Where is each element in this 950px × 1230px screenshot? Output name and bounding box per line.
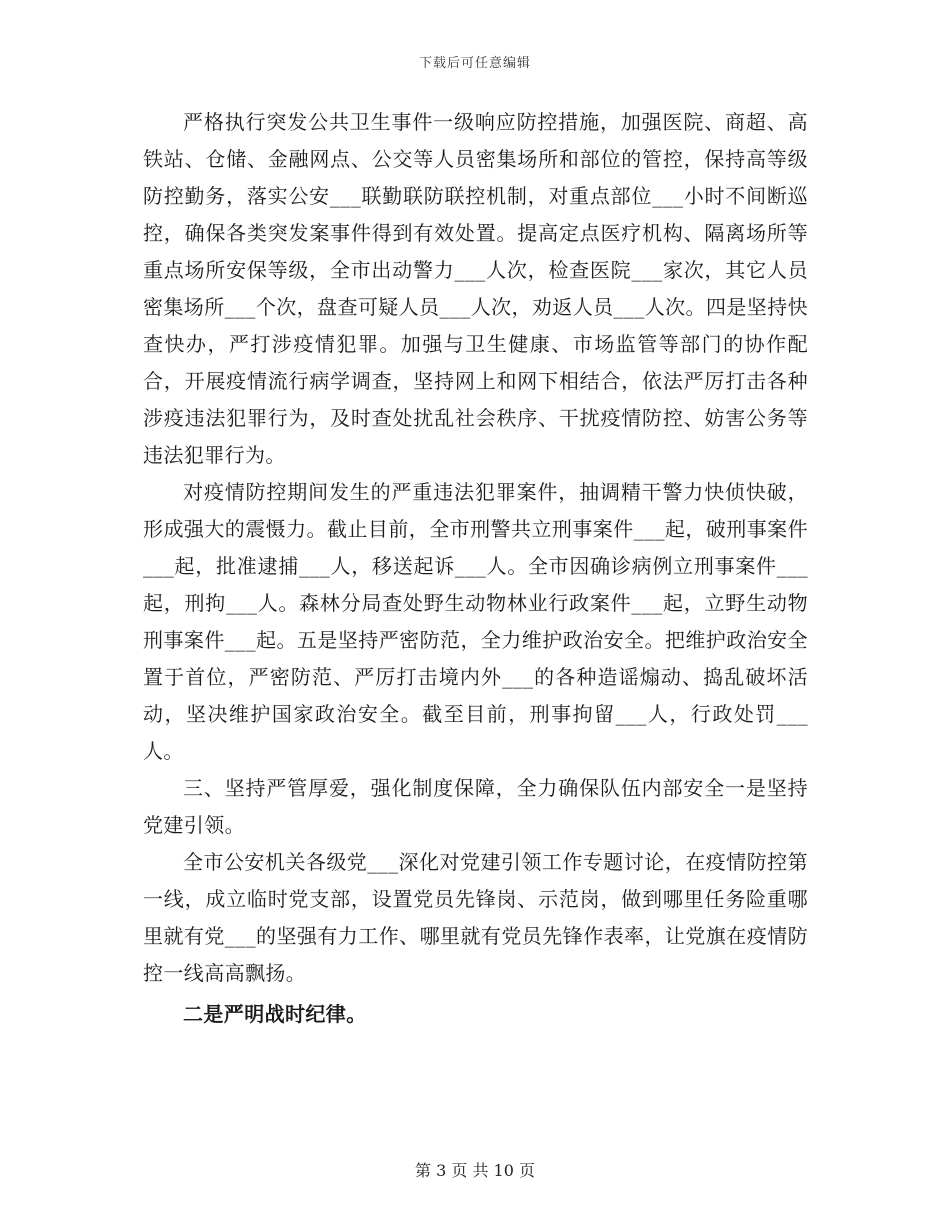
page-header-note: 下载后可任意编辑 xyxy=(418,56,531,71)
paragraph-party-building: 全市公安机关各级党___深化对党建引领工作专题讨论，在疫情防控第一线，成立临时党支部，设置党员先锋岗、示范岗，做到哪里任务险重哪里就有党___的坚强有力工作、哪里就有党员先锋作表率，让党旗在疫情防控一线高高飘扬。 xyxy=(143,850,808,985)
paragraph-section-three: 三、坚持严管厚爱，强化制度保障，全力确保队伍内部安全一是坚持党建引领。 xyxy=(143,776,808,837)
page-number: 第 3 页 共 10 页 xyxy=(415,1161,535,1180)
paragraph-serious-crimes: 对疫情防控期间发生的严重违法犯罪案件，抽调精干警力快侦快破，形成强大的震慑力。截止目前，全市刑警共立刑事案件___起，破刑事案件___起，批准逮捕___人，移送起诉___人。全市因确诊病例立刑事案件___起，刑拘___人。森林分局查处野生动物林业行政案件___起，立野生动物刑事案件___起。五是坚持严密防范，全力维护政治安全。把维护政治安全置于首位，严密防范、严厉打击境内外___的各种造谣煽动、捣乱破坏活动，坚决维护国家政治安全。截至目前，刑事拘留___人，行政处罚___人。 xyxy=(143,480,808,763)
bold-heading-wartime-discipline: 二是严明战时纪律。 xyxy=(183,1002,367,1026)
paragraph-epidemic-control: 严格执行突发公共卫生事件一级响应防控措施，加强医院、商超、高铁站、仓储、金融网点、公交等人员密集场所和部位的管控，保持高等级防控勤务，落实公安___联勤联防联控机制，对重点部位___小时不间断巡控，确保各类突发案事件得到有效处置。提高定点医疗机构、隔离场所等重点场所安保等级，全市出动警力___人次，检查医院___家次，其它人员密集场所___个次，盘查可疑人员___人次，劝返人员___人次。四是坚持快查快办，严打涉疫情犯罪。加强与卫生健康、市场监管等部门的协作配合，开展疫情流行病学调查，坚持网上和网下相结合，依法严厉打击各种涉疫违法犯罪行为，及时查处扰乱社会秩序、干扰疫情防控、妨害公务等违法犯罪行为。 xyxy=(143,110,808,467)
document-body xyxy=(143,104,808,1033)
